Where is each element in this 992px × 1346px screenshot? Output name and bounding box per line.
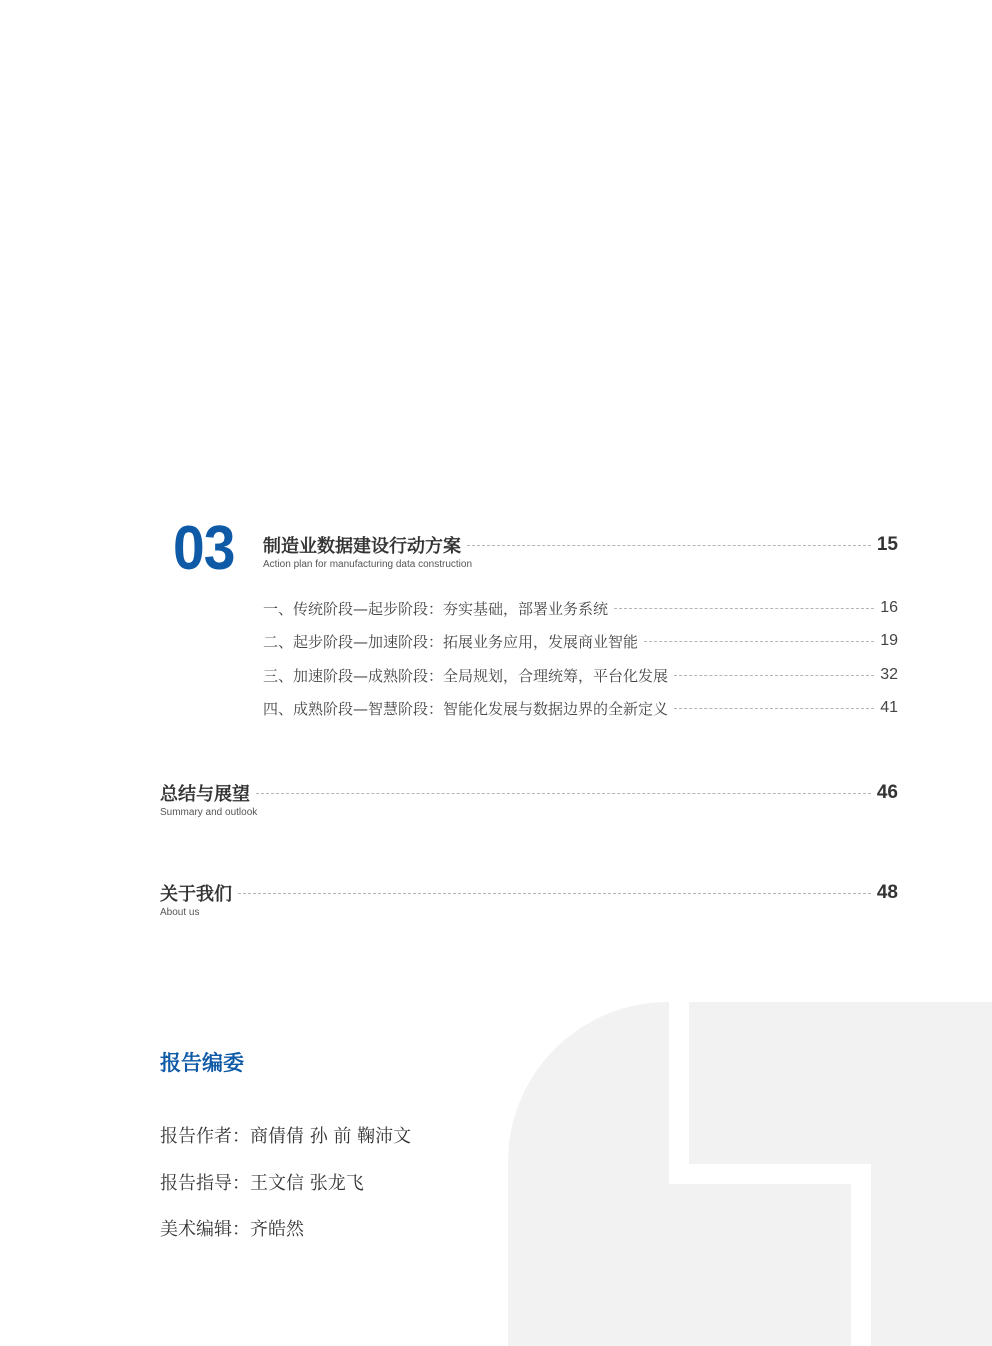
- toc-entry-about[interactable]: [160, 880, 898, 906]
- about-title: 关于我们: [160, 884, 232, 905]
- toc-entry-summary[interactable]: [160, 780, 898, 806]
- dotted-leader: [614, 608, 874, 609]
- toc-entry-chapter-3[interactable]: [263, 532, 898, 558]
- section-title: 一、传统阶段—起步阶段：夯实基础，部署业务系统: [263, 599, 609, 618]
- dotted-leader: [674, 708, 874, 709]
- about-english-subtitle: About us: [160, 907, 200, 918]
- section-page-number: 41: [880, 699, 898, 716]
- dotted-leader: [644, 641, 874, 642]
- credit-advisors: 报告指导：王文信 张龙飞: [160, 1173, 364, 1194]
- section-title: 二、起步阶段—加速阶段：拓展业务应用，发展商业智能: [263, 632, 639, 651]
- dotted-leader: [256, 793, 871, 794]
- section-page-number: 19: [880, 632, 898, 649]
- toc-section-3[interactable]: [263, 664, 898, 686]
- decorative-shape-right-bottom: [871, 1164, 992, 1346]
- summary-title: 总结与展望: [160, 784, 250, 805]
- chapter-number: 03: [173, 514, 235, 583]
- section-page-number: 32: [880, 666, 898, 683]
- toc-section-1[interactable]: [263, 597, 898, 619]
- credits-heading: 报告编委: [160, 1051, 244, 1075]
- section-title: 三、加速阶段—成熟阶段：全局规划，合理统筹，平台化发展: [263, 666, 669, 685]
- section-page-number: 16: [880, 599, 898, 616]
- toc-section-2[interactable]: [263, 630, 898, 652]
- dotted-leader: [674, 675, 874, 676]
- summary-page-number: 46: [876, 782, 898, 803]
- toc-section-4[interactable]: [263, 697, 898, 719]
- summary-english-subtitle: Summary and outlook: [160, 807, 258, 818]
- about-page-number: 48: [876, 882, 898, 903]
- decorative-gap-horizontal: [669, 1164, 871, 1184]
- decorative-shape-right-top: [689, 1002, 992, 1164]
- credit-art-editor: 美术编辑：齐皓然: [160, 1219, 304, 1240]
- chapter-english-subtitle: Action plan for manufacturing data construction: [263, 559, 473, 570]
- dotted-leader: [467, 545, 871, 546]
- chapter-page-number: 15: [876, 534, 898, 555]
- chapter-title: 制造业数据建设行动方案: [263, 536, 461, 557]
- decorative-gap-vertical: [669, 1002, 689, 1184]
- credit-authors: 报告作者：商倩倩 孙 前 鞠沛文: [160, 1126, 412, 1147]
- dotted-leader: [238, 893, 871, 894]
- section-title: 四、成熟阶段—智慧阶段：智能化发展与数据边界的全新定义: [263, 699, 669, 718]
